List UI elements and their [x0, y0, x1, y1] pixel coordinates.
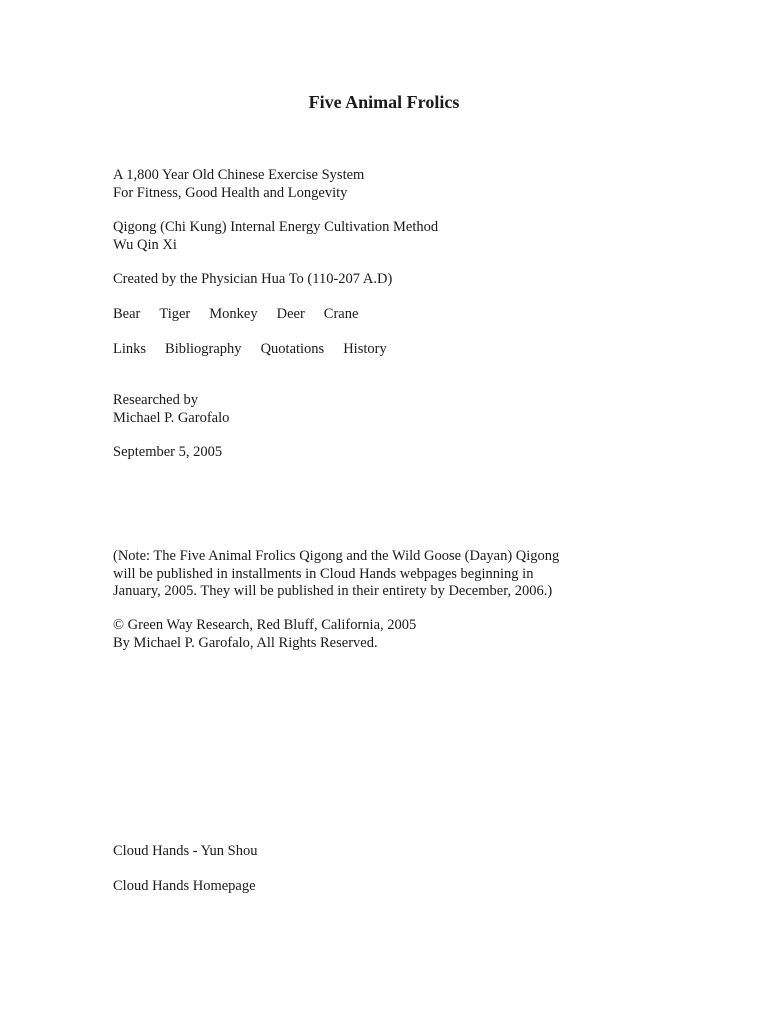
link-quotations[interactable]: Quotations: [260, 341, 325, 357]
subtitle-line-1: A 1,800 Year Old Chinese Exercise System: [113, 167, 365, 183]
copyright-line-1: © Green Way Research, Red Bluff, California, 2005: [113, 617, 417, 633]
link-bear[interactable]: Bear: [113, 306, 141, 322]
link-cloud-hands[interactable]: Cloud Hands - Yun Shou: [113, 843, 258, 859]
link-cloud-hands-homepage[interactable]: Cloud Hands Homepage: [113, 878, 256, 894]
date-line: September 5, 2005: [113, 444, 223, 460]
copyright-line-2: By Michael P. Garofalo, All Rights Reserved.: [113, 635, 378, 651]
note-line-1: (Note: The Five Animal Frolics Qigong and the Wild Goose (Dayan) Qigong: [113, 548, 560, 564]
link-deer[interactable]: Deer: [276, 306, 305, 322]
link-bibliography[interactable]: Bibliography: [165, 341, 242, 357]
note-line-3: January, 2005. They will be published in their entirety by December, 2006.): [113, 583, 553, 599]
link-monkey[interactable]: Monkey: [209, 306, 258, 322]
note-line-2: will be published in installments in Cloud Hands webpages beginning in: [113, 566, 534, 582]
subtitle-line-2: For Fitness, Good Health and Longevity: [113, 185, 348, 201]
animal-links: [113, 305, 377, 323]
method-line-1: Qigong (Chi Kung) Internal Energy Cultivation Method: [113, 219, 439, 235]
link-history[interactable]: History: [343, 341, 387, 357]
author-name: Michael P. Garofalo: [113, 410, 230, 426]
creator-line: Created by the Physician Hua To (110-207 A.D): [113, 271, 393, 287]
link-links[interactable]: Links: [113, 341, 147, 357]
researched-label: Researched by: [113, 392, 198, 408]
method-line-2: Wu Qin Xi: [113, 237, 177, 253]
page-title: Five Animal Frolics: [308, 92, 460, 112]
resource-links: [113, 340, 406, 358]
link-tiger[interactable]: Tiger: [159, 306, 191, 322]
link-crane[interactable]: Crane: [323, 306, 359, 322]
